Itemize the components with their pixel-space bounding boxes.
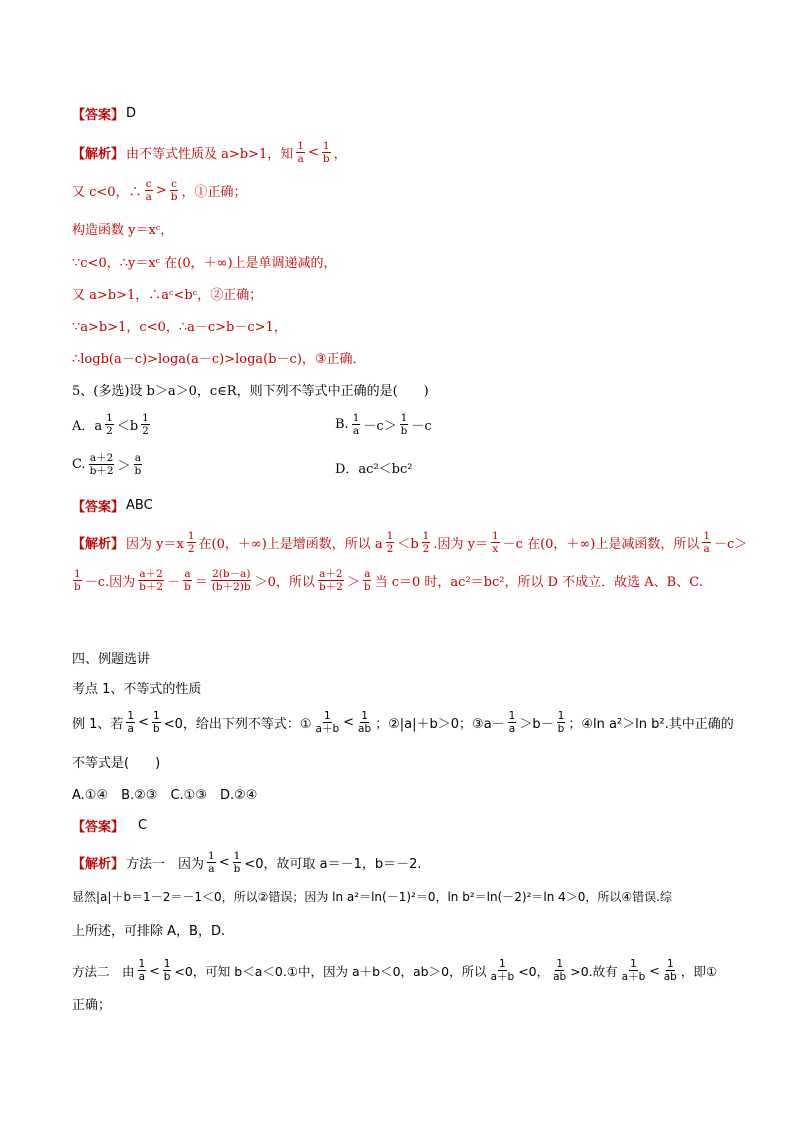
- fraction: $\frac{1}{b}$: [400, 412, 408, 437]
- text: .因为 y＝: [433, 537, 488, 552]
- text: 方法二 由: [72, 963, 135, 979]
- fraction: $\frac{1}{2}$: [386, 530, 394, 555]
- answer-value: ABC: [126, 498, 153, 513]
- fraction: $\frac{1}{a+b}$: [490, 958, 515, 983]
- text: <: [307, 145, 319, 160]
- fraction: $\frac{1}{a}$: [352, 412, 360, 437]
- text: <0，可知 b＜a＜0.①中，因为 a＋b＜0，ab＞0，所以: [174, 963, 487, 979]
- text: 由不等式性质及 a>b>1，知: [126, 147, 294, 162]
- text: C.: [72, 457, 86, 472]
- kaodian-heading: 考点 1、不等式的性质: [72, 682, 202, 697]
- analysis-line-7: ∴logb(a－c)>loga(a－c)>loga(b－c)，③正确．: [72, 352, 366, 367]
- fraction: $\frac{a}{b}$: [134, 452, 142, 477]
- fraction: $\frac{c}{a}$: [145, 178, 152, 203]
- text: <: [343, 715, 355, 730]
- text: ，①正确；: [181, 185, 247, 200]
- text: >0.故有: [570, 963, 618, 979]
- fraction: $\frac{1}{b}$: [153, 710, 160, 735]
- fraction: $\frac{1}{a}$: [297, 140, 304, 165]
- fraction: $\frac{1}{2}$: [422, 530, 430, 555]
- fraction: $\frac{a+2}{b+2}$: [139, 568, 164, 593]
- fraction: $\frac{1}{b}$: [163, 958, 171, 983]
- section-heading: 四、例题选讲: [72, 652, 151, 667]
- text: <: [218, 855, 230, 870]
- fraction: $\frac{1}{2}$: [106, 412, 113, 437]
- answer-value: D: [126, 106, 137, 121]
- fraction: $\frac{a}{b}$: [184, 568, 191, 593]
- answer-value: C: [138, 818, 148, 833]
- analysis-tag: 【解析】: [72, 537, 125, 552]
- text: 当 c＝0 时，ac²＝bc²，所以 D 不成立．故选 A、B、C.: [374, 575, 703, 590]
- text: <0，: [518, 963, 550, 979]
- text: <0，故可取 a＝－1，b＝－2.: [244, 857, 422, 872]
- text: <0，给出下列不等式：①: [163, 717, 312, 732]
- text: 方法一 因为: [126, 857, 205, 872]
- analysis-line-6: ∵a>b>1，c<0，∴a－c>b－c>1，: [72, 320, 287, 335]
- text: ＜b: [397, 537, 419, 552]
- text: ＞: [346, 575, 360, 590]
- answer-line-top: [72, 104, 136, 123]
- ex1-analysis-line-4: [72, 958, 717, 983]
- option-c: [72, 452, 143, 477]
- text: ＞: [117, 459, 131, 474]
- text: <: [149, 963, 160, 978]
- answer-tag: 【答案】: [72, 500, 125, 515]
- text: －c＞: [363, 419, 397, 434]
- fraction: $\frac{c}{b}$: [170, 178, 178, 203]
- analysis-line-5: 又 a>b>1，∴aᶜ<bᶜ，②正确；: [72, 288, 263, 303]
- text: 又 c<0，∴: [72, 185, 142, 200]
- fraction: $\frac{1}{ab}$: [553, 958, 567, 983]
- text: －c: [411, 419, 432, 434]
- fraction: $\frac{1}{2}$: [187, 530, 195, 555]
- example-1-choices: A.①④ B.②③ C.①③ D.②④: [72, 788, 258, 803]
- ex1-analysis-line-3: 上所述，可排除 A，B，D.: [72, 924, 226, 939]
- text: ＜b: [116, 419, 139, 434]
- fraction: $\frac{1}{b}$: [557, 710, 565, 735]
- fraction: $\frac{1}{a}$: [703, 530, 711, 555]
- analysis-line-3: 构造函数 y＝xᶜ，: [72, 223, 174, 238]
- text: 例 1、若: [72, 717, 124, 732]
- fraction: $\frac{a+2}{b+2}$: [318, 568, 343, 593]
- text: <: [649, 963, 660, 978]
- fraction: $\frac{1}{a}$: [508, 710, 516, 735]
- example-1-line-1: [72, 710, 734, 735]
- fraction: $\frac{1}{b}$: [74, 568, 81, 593]
- option-a: [72, 412, 151, 437]
- text: ＞b－: [519, 717, 554, 732]
- fraction: $\frac{1}{b}$: [322, 140, 330, 165]
- fraction: $\frac{a}{b}$: [363, 568, 371, 593]
- option-d: D．ac²＜bc²: [335, 462, 413, 477]
- text: ；②|a|＋b＞0；③a－: [375, 717, 505, 732]
- fraction: $\frac{1}{a}$: [138, 958, 146, 983]
- text: ＞0，所以: [254, 575, 315, 590]
- text: ；④ln a²＞ln b².其中正确的: [568, 717, 734, 732]
- ex1-analysis-line-5: 正确；: [72, 998, 112, 1013]
- answer-tag: 【答案】: [72, 108, 125, 123]
- example-1-line-2: 不等式是( ): [72, 756, 161, 771]
- analysis-tag: 【解析】: [72, 147, 125, 162]
- fraction: $\frac{1}{b}$: [233, 850, 241, 875]
- analysis-line-4: ∵c<0，∴y＝xᶜ 在(0，＋∞)上是单调递减的，: [72, 256, 337, 271]
- text: <: [138, 715, 149, 730]
- fraction: $\frac{1}{a+b}$: [621, 958, 646, 983]
- text: B.: [335, 417, 349, 432]
- answer-tag: 【答案】: [72, 820, 125, 835]
- ex1-analysis-line-1: [72, 850, 422, 875]
- ex1-analysis-line-2: 显然|a|＋b＝1－2＝－1＜0，所以②错误；因为 ln a²＝ln(－1)²＝0，ln b²＝ln(－2)²＝ln 4＞0，所以④错误.综: [72, 890, 672, 904]
- text: －c＞: [714, 537, 748, 552]
- answer-line-q5: [72, 496, 153, 515]
- text: －: [167, 575, 181, 590]
- analysis-line-1: [72, 140, 347, 165]
- fraction: $\frac{1}{a}$: [127, 710, 135, 735]
- text: A．a: [72, 419, 103, 434]
- fraction: $\frac{1}{ab}$: [358, 710, 372, 735]
- text: －c 在(0，＋∞)上是减函数，所以: [502, 537, 700, 552]
- fraction: $\frac{a+2}{b+2}$: [89, 452, 114, 477]
- option-b: [335, 412, 432, 437]
- text: >: [155, 183, 167, 198]
- text: ＝: [194, 575, 208, 590]
- text: 在(0，＋∞)上是增函数，所以 a: [198, 537, 383, 552]
- fraction: $\frac{1}{2}$: [142, 412, 149, 437]
- q5-analysis-line-1: [72, 530, 747, 555]
- text: ，: [333, 147, 347, 162]
- fraction: $\frac{1}{ab}$: [663, 958, 677, 983]
- analysis-line-2: [72, 178, 247, 203]
- text: 因为 y＝x: [126, 537, 184, 552]
- question-5-stem: 5、(多选)设 b＞a＞0，c∈R，则下列不等式中正确的是( ): [72, 384, 429, 399]
- fraction: $\frac{1}{a+b}$: [315, 710, 340, 735]
- analysis-tag: 【解析】: [72, 857, 125, 872]
- fraction: $\frac{2(b-a)}{(b+2)b}$: [211, 568, 251, 593]
- text: －c.因为: [84, 575, 136, 590]
- answer-line-ex1: [72, 816, 147, 835]
- q5-analysis-line-2: [72, 568, 703, 593]
- fraction: $\frac{1}{x}$: [491, 530, 499, 555]
- text: ，即①: [680, 963, 718, 979]
- fraction: $\frac{1}{a}$: [208, 850, 215, 875]
